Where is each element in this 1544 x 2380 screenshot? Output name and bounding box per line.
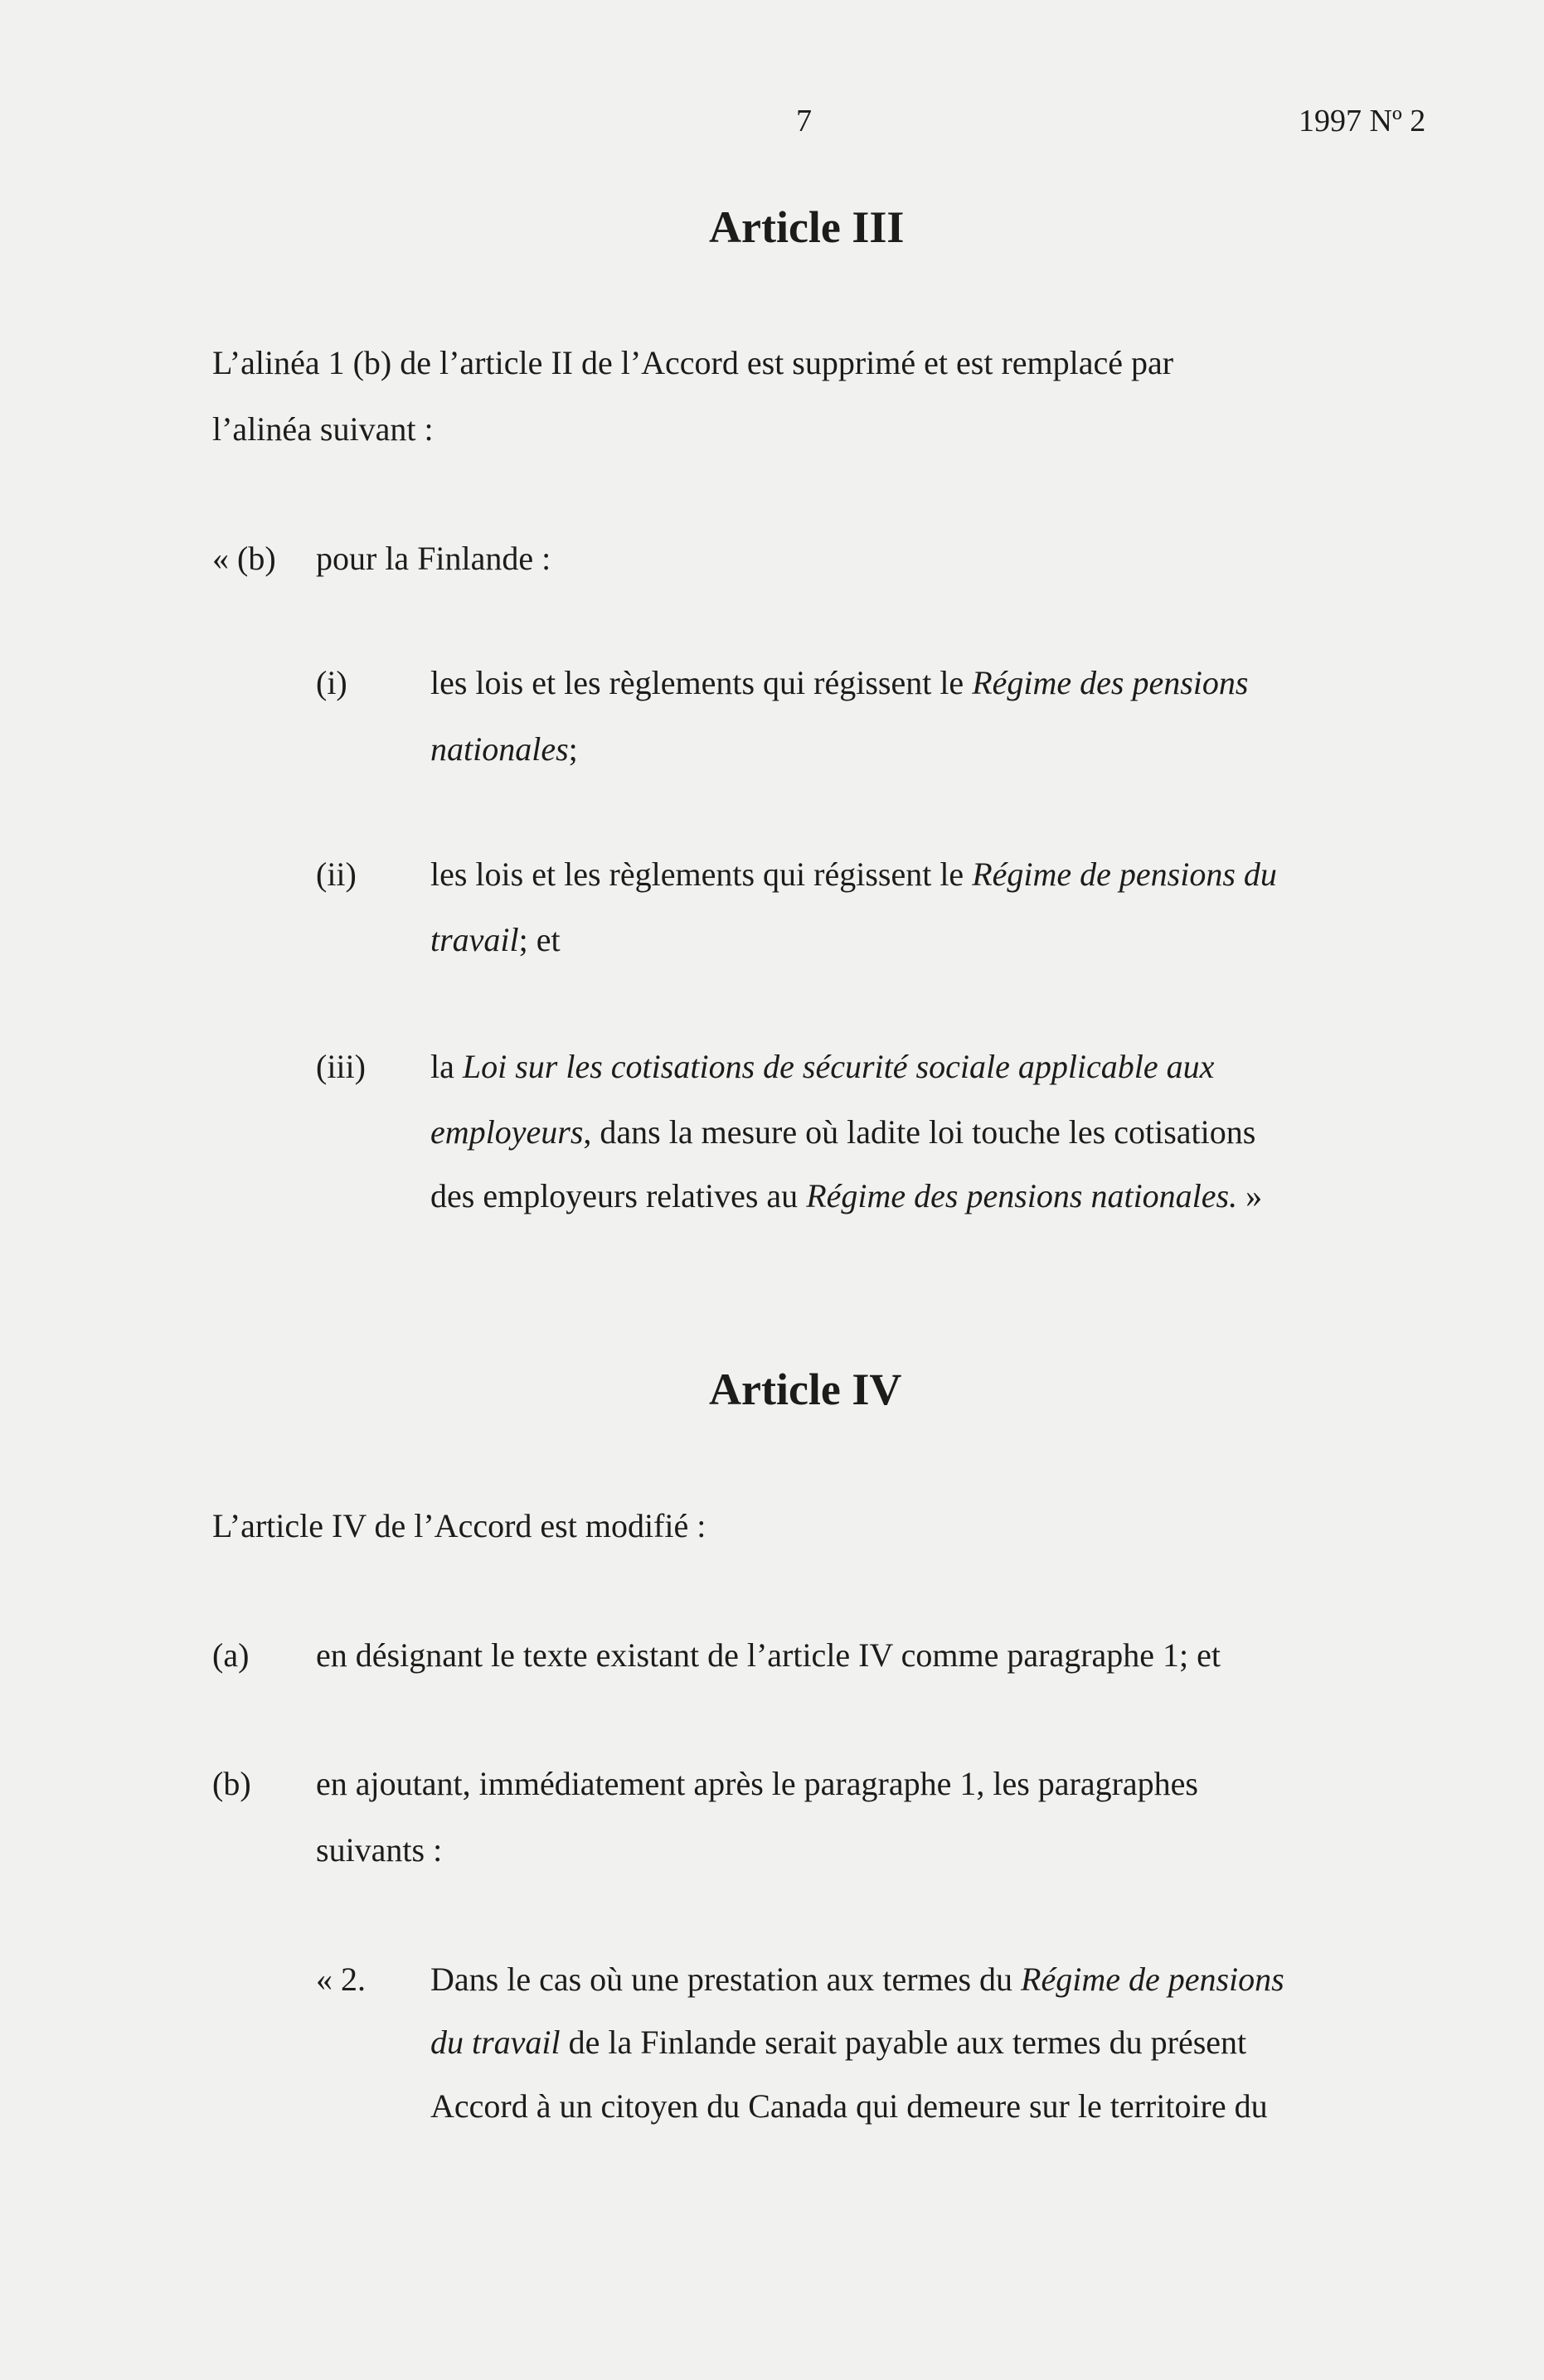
paragraph-2-line-3: Accord à un citoyen du Canada qui demeure sur le territoire du [430,2087,1268,2125]
paragraph-2-line-2: du travail de la Finlande serait payable aux termes du présent [430,2024,1247,2061]
article-3-heading: Article III [709,202,905,252]
item-4b-line-2: suivants : [316,1831,443,1869]
item-b-marker: « (b) [212,540,276,577]
item-iii-line-1: la Loi sur les cotisations de sécurité sociale applicable aux [430,1048,1215,1085]
paragraph-2-marker: « 2. [316,1961,366,1998]
paragraph-2-line-1: Dans le cas où une prestation aux termes du Régime de pensions [430,1961,1284,1998]
page-number: 7 [796,104,812,138]
item-ii-marker: (ii) [316,856,357,893]
article-4-heading: Article IV [709,1365,902,1414]
item-iii-line-2: employeurs, dans la mesure où ladite loi touche les cotisations [430,1113,1256,1151]
item-a-marker: (a) [212,1636,250,1674]
item-i-marker: (i) [316,664,347,701]
item-i-line-1: les lois et les règlements qui régissent le Régime des pensions [430,664,1249,701]
item-a-text: en désignant le texte existant de l’article IV comme paragraphe 1; et [316,1636,1221,1674]
item-ii-line-1: les lois et les règlements qui régissent le Régime de pensions du [430,856,1277,893]
article-4-intro: L’article IV de l’Accord est modifié : [212,1507,706,1544]
article-3-intro-line-1: L’alinéa 1 (b) de l’article II de l’Accord est supprimé et est remplacé par [212,344,1174,381]
article-3-intro-line-2: l’alinéa suivant : [212,410,434,448]
item-4b-line-1: en ajoutant, immédiatement après le paragraphe 1, les paragraphes [316,1765,1198,1802]
document-reference: 1997 Nº 2 [1299,104,1426,138]
item-iii-marker: (iii) [316,1048,366,1085]
item-iii-line-3: des employeurs relatives au Régime des pensions nationales. » [430,1177,1263,1214]
item-b-text: pour la Finlande : [316,540,551,577]
item-4b-marker: (b) [212,1765,251,1802]
item-ii-line-2: travail; et [430,921,561,958]
item-i-line-2: nationales; [430,730,578,768]
